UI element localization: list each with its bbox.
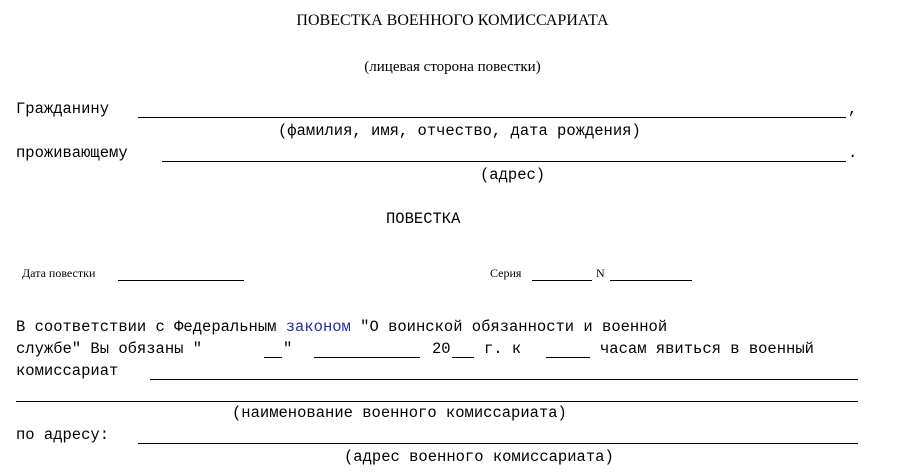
- commissariat-line-1: [150, 379, 858, 380]
- residing-label: проживающему: [16, 144, 128, 162]
- body-text-1: В соответствии с Федеральным: [16, 318, 286, 336]
- residing-period: .: [848, 144, 858, 162]
- date-line: [118, 280, 244, 281]
- citizen-comma: ,: [848, 100, 858, 118]
- year-line: [452, 357, 474, 358]
- address-caption: (адрес): [480, 166, 546, 184]
- residing-address-line: [162, 161, 846, 162]
- body-line-1: [16, 318, 667, 336]
- date-label: Дата повестки: [22, 266, 96, 280]
- series-line: [532, 280, 592, 281]
- address-label: по адресу:: [16, 426, 110, 444]
- citizen-caption: (фамилия, имя, отчество, дата рождения): [278, 122, 641, 140]
- document-title: ПОВЕСТКА ВОЕННОГО КОМИССАРИАТА: [296, 12, 609, 29]
- number-label: N: [596, 266, 605, 280]
- law-link[interactable]: законом: [285, 318, 351, 336]
- body-line-2b: ": [283, 340, 293, 358]
- series-label: Серия: [490, 266, 522, 280]
- commissariat-address-caption: (адрес военного комиссариата): [344, 448, 614, 466]
- commissariat-address-line: [138, 443, 858, 444]
- month-line: [314, 357, 420, 358]
- body-line-2a: службе" Вы обязаны ": [16, 340, 203, 358]
- body-line-3: комиссариат: [16, 362, 119, 380]
- notice-heading: ПОВЕСТКА: [386, 210, 461, 228]
- year-prefix: 20: [432, 340, 451, 358]
- hour-line: [546, 357, 590, 358]
- commissariat-line-2: [16, 401, 858, 402]
- citizen-label: Гражданину: [16, 100, 110, 118]
- number-line: [610, 280, 692, 281]
- commissariat-caption: (наименование военного комиссариата): [232, 404, 567, 422]
- document-subtitle: (лицевая сторона повестки): [364, 59, 541, 75]
- day-line: [264, 357, 282, 358]
- body-line-2d: г. к: [484, 340, 522, 358]
- body-line-2e: часам явиться в военный: [600, 340, 814, 358]
- body-text-2: "О воинской обязанности и военной: [350, 318, 668, 336]
- citizen-name-line: [138, 117, 846, 118]
